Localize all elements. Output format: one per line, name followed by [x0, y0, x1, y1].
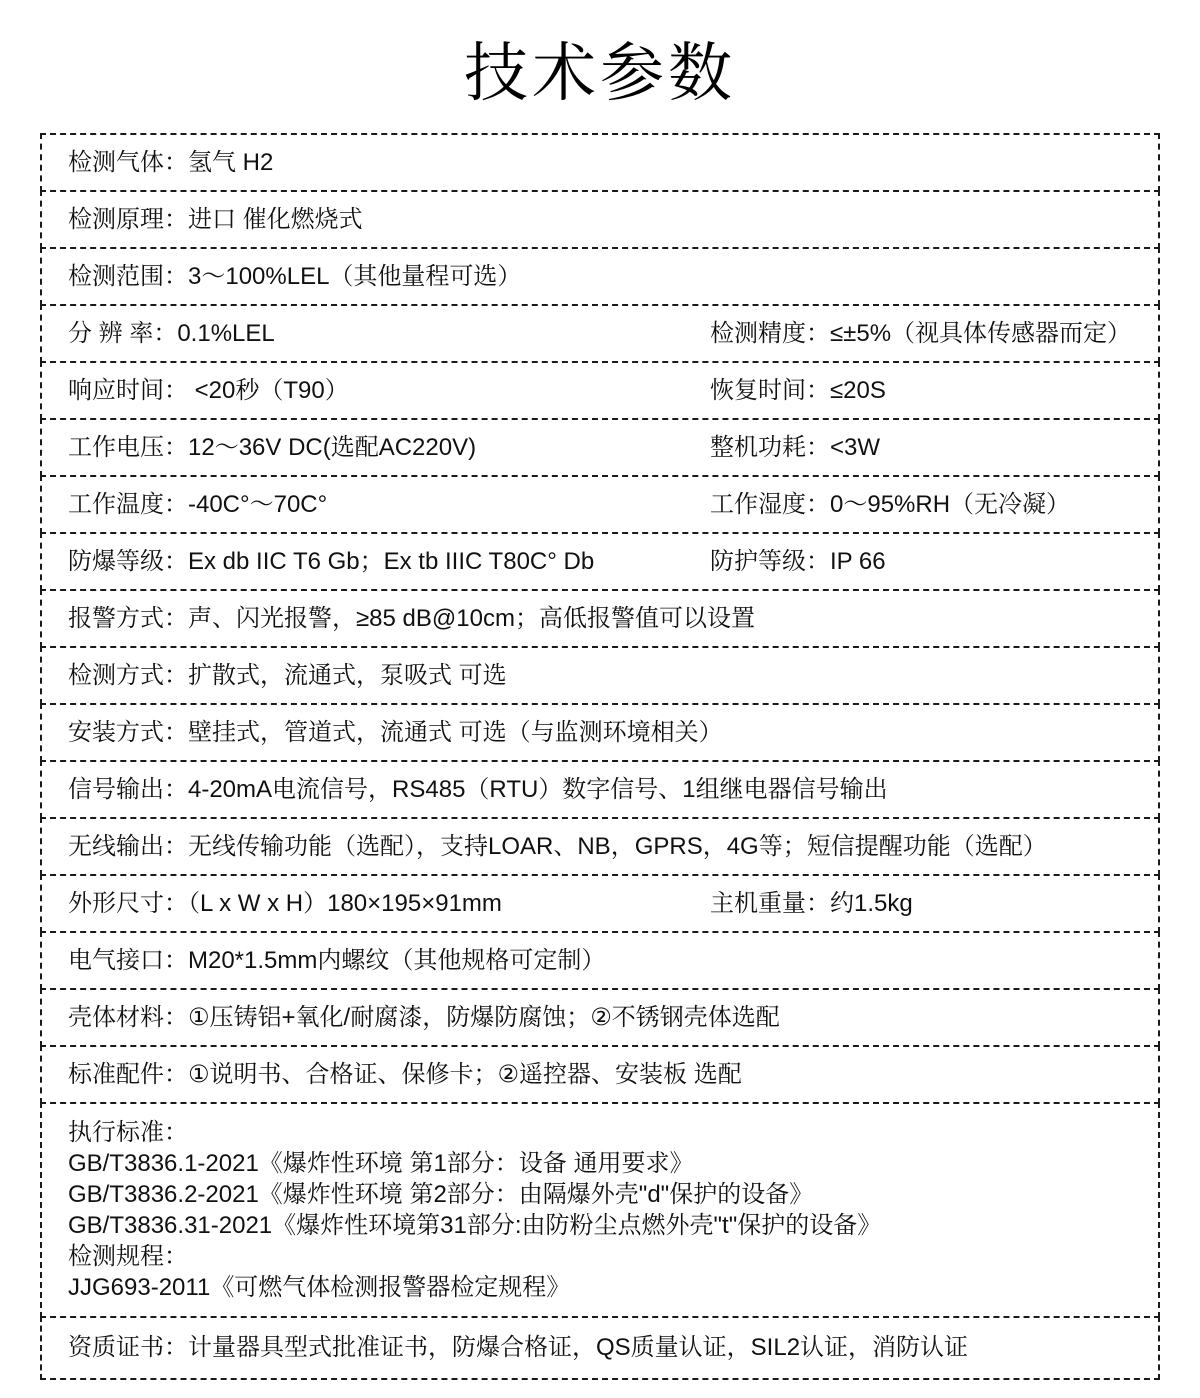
table-cell: 安装方式：壁挂式，管道式，流通式 可选（与监测环境相关） — [68, 718, 723, 746]
table-cell: 响应时间： <20秒（T90） — [68, 376, 349, 404]
table-cell: 恢复时间：≤20S — [710, 376, 886, 404]
table-row — [40, 589, 1160, 648]
table-cell: 防护等级：IP 66 — [710, 547, 886, 575]
table-cell: 报警方式：声、闪光报警，≥85 dB@10cm；高低报警值可以设置 — [68, 604, 755, 632]
table-row — [40, 190, 1160, 249]
table-block-line: 检测规程： — [68, 1243, 188, 1270]
table-row — [40, 133, 1160, 192]
table-cell: 检测精度：≤±5%（视具体传感器而定） — [710, 319, 1132, 347]
table-row — [40, 817, 1160, 876]
table-row — [40, 1316, 1160, 1380]
table-cell: 工作温度：-40C°～70C° — [68, 490, 328, 518]
table-cell: 无线输出：无线传输功能（选配），支持LOAR、NB，GPRS，4G等；短信提醒功能（选配） — [68, 832, 1047, 860]
table-row — [40, 760, 1160, 819]
table-row — [40, 304, 1160, 363]
table-cell: 外形尺寸：（L x W x H）180×195×91mm — [68, 889, 502, 917]
table-cell: 标准配件：①说明书、合格证、保修卡；②遥控器、安装板 选配 — [68, 1060, 742, 1088]
table-block-line: GB/T3836.1-2021《爆炸性环境 第1部分：设备 通用要求》 — [68, 1150, 694, 1177]
table-cell: 防爆等级：Ex db IIC T6 Gb；Ex tb IIIC T80C° Db — [68, 547, 595, 575]
table-cell: 主机重量：约1.5kg — [710, 889, 913, 917]
table-row — [40, 988, 1160, 1047]
table-block-line: JJG693-2011《可燃气体检测报警器检定规程》 — [68, 1274, 571, 1301]
table-row — [40, 931, 1160, 990]
table-cell: 信号输出：4-20mA电流信号，RS485（RTU）数字信号、1组继电器信号输出 — [68, 775, 888, 803]
table-cell: 分 辨 率：0.1%LEL — [68, 319, 275, 347]
table-cell: 检测方式：扩散式，流通式，泵吸式 可选 — [68, 661, 507, 689]
table-cell: 壳体材料：①压铸铝+氧化/耐腐漆，防爆防腐蚀；②不锈钢壳体选配 — [68, 1003, 780, 1031]
table-block-line: 执行标准： — [68, 1119, 188, 1146]
table-cell: 检测气体：氢气 H2 — [68, 148, 274, 176]
table-row — [40, 646, 1160, 705]
table-cell: 工作湿度：0～95%RH（无冷凝） — [710, 490, 1071, 518]
table-row — [40, 874, 1160, 933]
table-cell: 资质证书：计量器具型式批准证书，防爆合格证，QS质量认证，SIL2认证，消防认证 — [68, 1334, 969, 1361]
table-row — [40, 361, 1160, 420]
page-title: 技术参数 — [464, 37, 736, 109]
table-cell: 整机功耗：<3W — [710, 433, 881, 461]
table-cell: 检测原理：进口 催化燃烧式 — [68, 205, 363, 233]
table-row — [40, 1045, 1160, 1104]
table-cell: 检测范围：3～100%LEL（其他量程可选） — [68, 262, 522, 290]
table-row — [40, 703, 1160, 762]
table-row — [40, 532, 1160, 591]
table-row — [40, 475, 1160, 534]
table-row — [40, 247, 1160, 306]
table-cell: 电气接口：M20*1.5mm内螺纹（其他规格可定制） — [68, 946, 606, 974]
table-block-line: GB/T3836.31-2021《爆炸性环境第31部分:由防粉尘点燃外壳"t"保护的设备》 — [68, 1212, 882, 1239]
table-row — [40, 418, 1160, 477]
table-row — [40, 1102, 1160, 1318]
table-cell: 工作电压：12～36V DC(选配AC220V) — [68, 433, 477, 461]
table-block-line: GB/T3836.2-2021《爆炸性环境 第2部分：由隔爆外壳"d"保护的设备》 — [68, 1181, 814, 1208]
spec-table — [40, 133, 1160, 1380]
